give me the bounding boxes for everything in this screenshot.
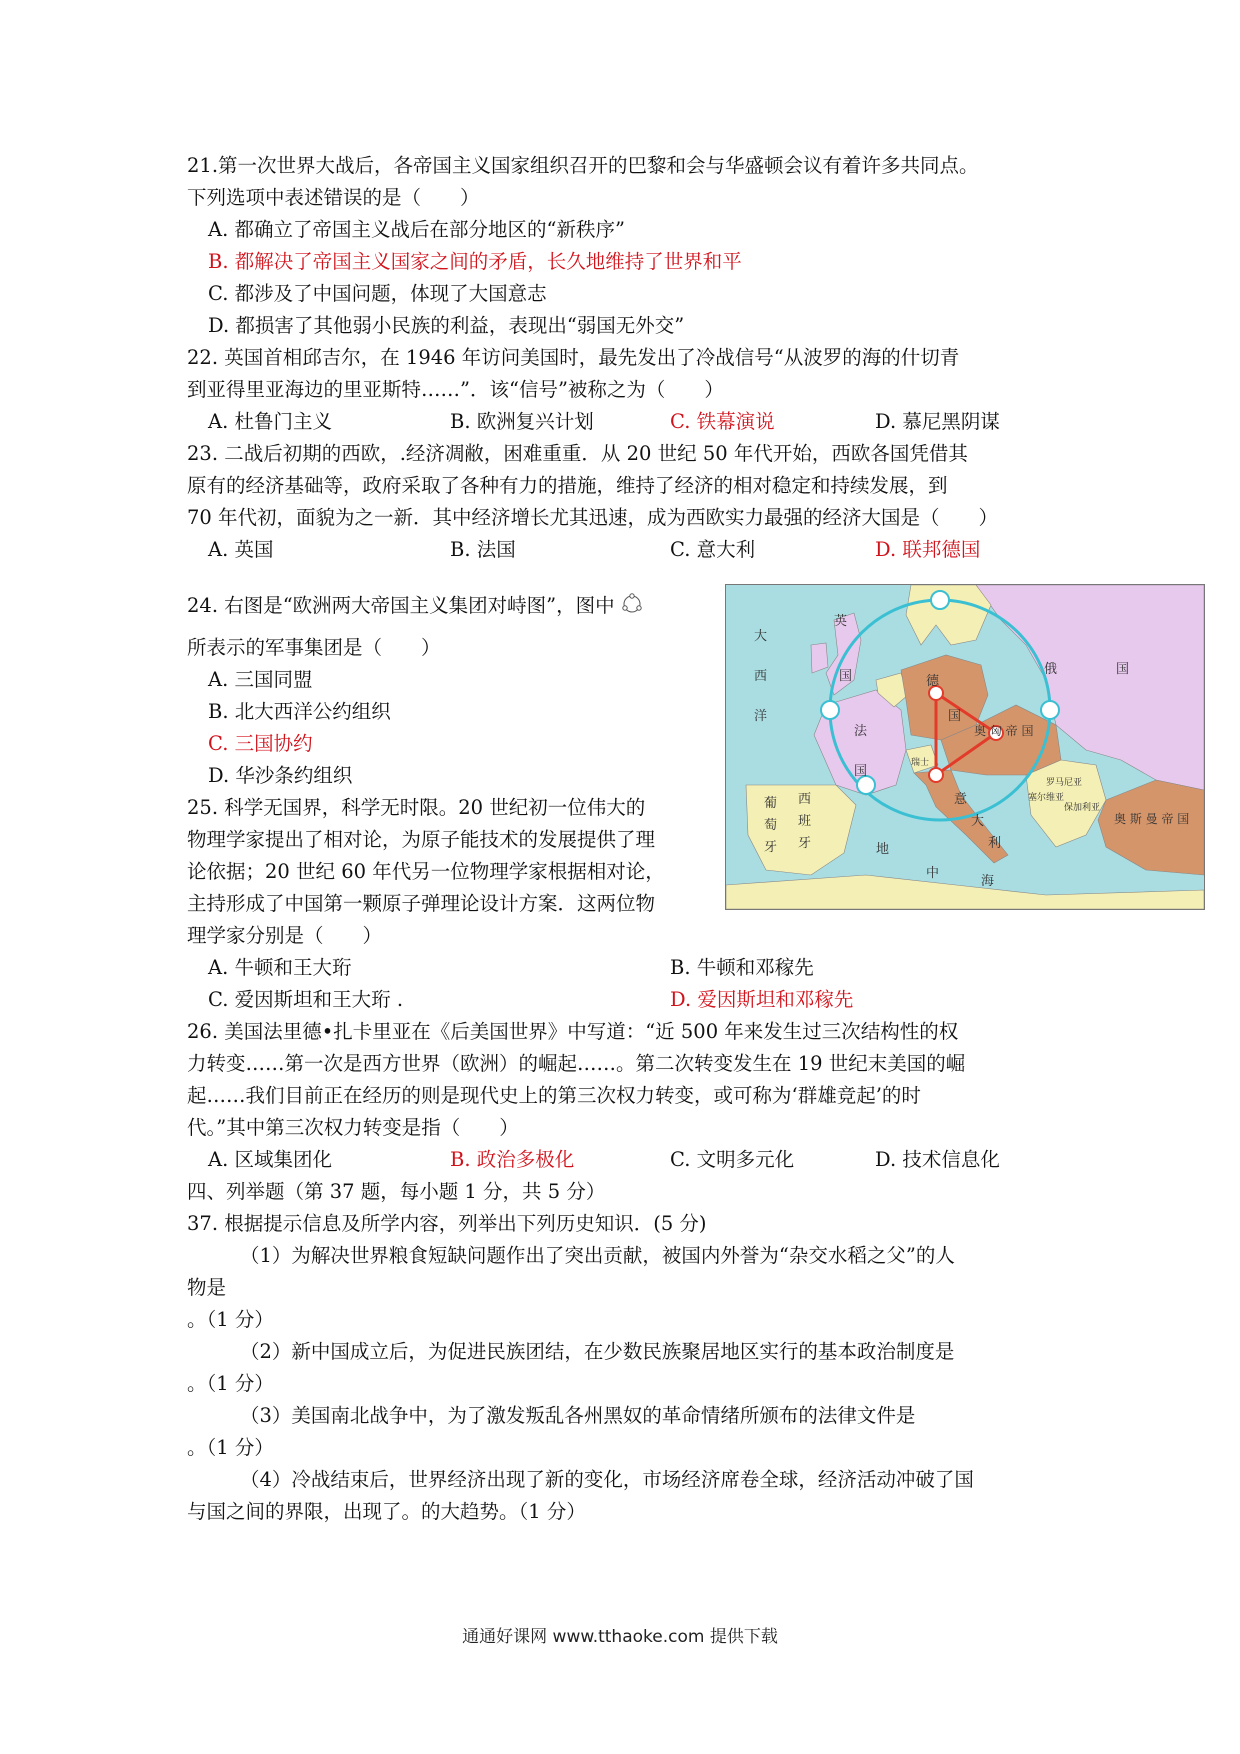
map-label-italy-3: 利 [988, 836, 1002, 851]
q21-stem-line1: 21.第一次世界大战后，各帝国主义国家组织召开的巴黎和会与华盛顿会议有着许多共同点。 [187, 154, 979, 177]
map-label-britain-2: 国 [839, 669, 853, 684]
map-label-portugal-3: 牙 [764, 840, 778, 855]
q24-option-a: A. 三国同盟 [208, 668, 313, 691]
q23-option-b: B. 法国 [450, 538, 516, 561]
q26-option-a: A. 区域集团化 [208, 1148, 332, 1171]
q25-option-b: B. 牛顿和邓稼先 [670, 956, 814, 979]
q25-line2: 物理学家提出了相对论，为原子能技术的发展提供了理 [187, 828, 656, 851]
europe-alliances-map [725, 584, 1205, 910]
map-ring-node-top [931, 591, 949, 609]
q25-line3: 论依据；20 世纪 60 年代另一位物理学家根据相对论， [187, 860, 665, 883]
q24-stem-text: 24. 右图是“欧洲两大帝国主义集团对峙图”，图中 [187, 594, 615, 617]
q37-item1-line3: 。（1 分） [187, 1308, 274, 1331]
q21-option-d: D. 都损害了其他弱小民族的利益，表现出“弱国无外交” [208, 314, 685, 337]
map-triangle-node-italy [929, 768, 943, 782]
q37-item4-line2: 与国之间的界限，出现了。的大趋势。（1 分） [187, 1500, 586, 1523]
map-label-italy-1: 意 [954, 792, 968, 807]
q37-stem: 37. 根据提示信息及所学内容，列举出下列历史知识．(5 分) [187, 1212, 707, 1235]
map-svg [726, 585, 1204, 909]
q25-option-d: D. 爱因斯坦和邓稼先 [670, 988, 854, 1011]
q23-option-d: D. 联邦德国 [875, 538, 981, 561]
q25-line5: 理学家分别是（ ） [187, 924, 383, 947]
q26-line3: 起……我们目前正在经历的则是现代史上的第三次权力转变，或可称为‘群雄竞起’的时 [187, 1084, 921, 1107]
q21-option-c: C. 都涉及了中国问题，体现了大国意志 [208, 282, 547, 305]
q24-option-c: C. 三国协约 [208, 732, 313, 755]
map-label-med-1: 地 [876, 842, 890, 857]
map-ring-node-left [821, 701, 839, 719]
map-label-portugal-1: 葡 [764, 796, 778, 811]
q21-stem-line2: 下列选项中表述错误的是（ ） [187, 186, 480, 209]
q24-stem-line2: 所表示的军事集团是（ ） [187, 636, 441, 659]
map-label-germany-1: 德 [926, 674, 940, 689]
q23-option-c: C. 意大利 [670, 538, 756, 561]
map-ring-node-right [1041, 701, 1059, 719]
map-label-spain-1: 西 [798, 792, 812, 807]
q22-stem-line2: 到亚得里亚海边的里亚斯特……”．该“信号”被称之为（ ） [187, 378, 724, 401]
q22-option-b: B. 欧洲复兴计划 [450, 410, 594, 433]
map-label-atlantic-2: 西 [754, 669, 768, 684]
q25-line4: 主持形成了中国第一颗原子弹理论设计方案．这两位物 [187, 892, 656, 915]
map-label-italy-2: 大 [971, 814, 985, 829]
q25-option-a: A. 牛顿和王大珩 [208, 956, 352, 979]
q26-line1: 26. 美国法里德•扎卡里亚在《后美国世界》中写道：“近 500 年来发生过三次结构性的权 [187, 1020, 959, 1043]
map-label-spain-2: 班 [798, 814, 812, 829]
map-label-france-2: 国 [854, 764, 868, 779]
map-label-atlantic-3: 洋 [754, 709, 768, 724]
q37-item3-line2: 。（1 分） [187, 1436, 274, 1459]
q37-item2-line2: 。（1 分） [187, 1372, 274, 1395]
section4-heading: 四、列举题（第 37 题，每小题 1 分，共 5 分） [187, 1180, 606, 1203]
q23-stem-line3: 70 年代初，面貌为之一新．其中经济增长尤其迅速，成为西欧实力最强的经济大国是（ ） [187, 506, 999, 529]
map-label-britain-1: 英 [834, 614, 848, 629]
q24-stem-line1 [187, 590, 643, 622]
q37-item3-line1: （3）美国南北战争中，为了激发叛乱各州黑奴的革命情绪所颁布的法律文件是 [240, 1404, 916, 1427]
ring-triangle-icon [621, 593, 643, 615]
q23-option-a: A. 英国 [208, 538, 274, 561]
q37-item4-line1: （4）冷战结束后，世界经济出现了新的变化，市场经济席卷全球，经济活动冲破了国 [240, 1468, 974, 1491]
map-label-russia-2: 国 [1116, 662, 1130, 677]
map-label-france-1: 法 [854, 724, 868, 739]
q21-option-a: A. 都确立了帝国主义战后在部分地区的“新秩序” [208, 218, 625, 241]
q26-line4: 代。”其中第三次权力转变是指（ ） [187, 1116, 519, 1139]
map-label-switzerland: 瑞士 [911, 758, 930, 768]
q22-option-c: C. 铁幕演说 [670, 410, 775, 433]
q23-stem-line1: 23. 二战后初期的西欧，.经济凋敝，困难重重．从 20 世纪 50 年代开始，西欧各国凭借其 [187, 442, 968, 465]
map-label-germany-2: 国 [948, 709, 962, 724]
map-label-russia-1: 俄 [1044, 662, 1058, 677]
map-label-ottoman: 奥 斯 曼 帝 国 [1114, 812, 1190, 826]
map-label-spain-3: 牙 [798, 836, 812, 851]
page-footer: 通通好课网 www.tthaoke.com 提供下载 [462, 1627, 778, 1647]
q22-option-a: A. 杜鲁门主义 [208, 410, 332, 433]
map-label-portugal-2: 萄 [764, 818, 778, 833]
map-label-med-3: 海 [981, 874, 995, 889]
q25-option-c: C. 爱因斯坦和王大珩 . [208, 988, 404, 1011]
map-label-med-2: 中 [926, 866, 940, 881]
q25-line1: 25. 科学无国界，科学无时限。20 世纪初一位伟大的 [187, 796, 646, 819]
q37-item1-line1: （1）为解决世界粮食短缺问题作出了突出贡献，被国内外誉为“杂交水稻之父”的人 [240, 1244, 955, 1267]
q21-option-b: B. 都解决了帝国主义国家之间的矛盾，长久地维持了世界和平 [208, 250, 742, 273]
q26-line2: 力转变……第一次是西方世界（欧洲）的崛起……。第二次转变发生在 19 世纪末美国的崛 [187, 1052, 966, 1075]
q23-stem-line2: 原有的经济基础等，政府采取了各种有力的措施，维持了经济的相对稳定和持续发展，到 [187, 474, 948, 497]
q26-option-d: D. 技术信息化 [875, 1148, 1000, 1171]
map-label-atlantic-1: 大 [754, 629, 768, 644]
q24-option-d: D. 华沙条约组织 [208, 764, 353, 787]
map-label-bulgaria: 保加利亚 [1064, 803, 1101, 813]
q22-stem-line1: 22. 英国首相邱吉尔，在 1946 年访问美国时，最先发出了冷战信号“从波罗的海的什切青 [187, 346, 960, 369]
q37-item1-line2: 物是 [187, 1276, 227, 1299]
map-label-serbia: 塞尔维亚 [1028, 793, 1065, 803]
q24-option-b: B. 北大西洋公约组织 [208, 700, 391, 723]
q22-option-d: D. 慕尼黑阴谋 [875, 410, 1000, 433]
q37-item2-line1: （2）新中国成立后，为促进民族团结，在少数民族聚居地区实行的基本政治制度是 [240, 1340, 955, 1363]
map-label-austria-hungary: 奥 匈 帝 国 [974, 724, 1034, 738]
q26-option-b: B. 政治多极化 [450, 1148, 575, 1171]
q26-option-c: C. 文明多元化 [670, 1148, 795, 1171]
map-label-romania: 罗马尼亚 [1046, 778, 1083, 788]
